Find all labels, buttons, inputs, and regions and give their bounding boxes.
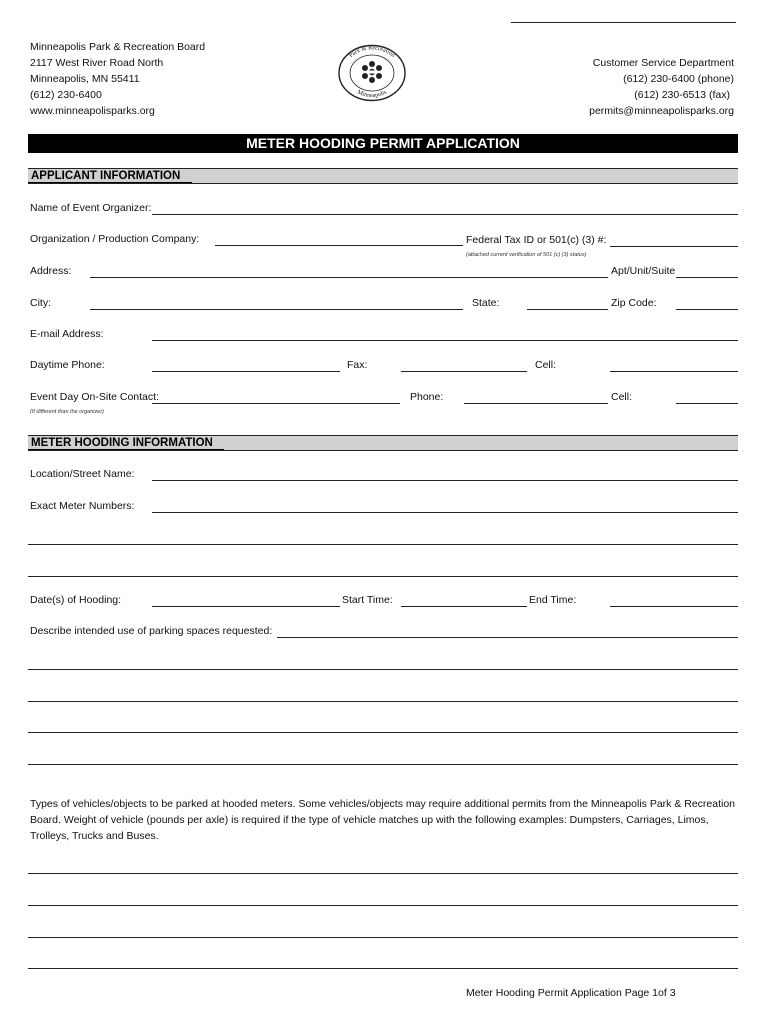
apt-field[interactable]: [676, 277, 738, 278]
location-label: Location/Street Name:: [30, 468, 135, 480]
state-field[interactable]: [527, 309, 608, 310]
intended-use-line-2[interactable]: [28, 669, 738, 670]
email-field[interactable]: [152, 340, 738, 341]
daytime-phone-label: Daytime Phone:: [30, 359, 105, 371]
contact-field[interactable]: [152, 403, 400, 404]
end-time-field[interactable]: [610, 606, 738, 607]
contact-cell-field[interactable]: [676, 403, 738, 404]
tax-id-note: (attached current verification of 501 (c) (3) status): [466, 252, 587, 258]
service-email: permits@minneapolisparks.org: [589, 105, 734, 117]
city-label: City:: [30, 297, 51, 309]
city-field[interactable]: [90, 309, 463, 310]
top-right-line: [511, 22, 736, 23]
service-phone: (612) 230-6400 (phone): [623, 73, 734, 85]
intended-use-line-3[interactable]: [28, 701, 738, 702]
location-field[interactable]: [152, 480, 738, 481]
organizer-label: Name of Event Organizer:: [30, 202, 152, 214]
organization-field[interactable]: [215, 245, 463, 246]
vehicles-instructions: Types of vehicles/objects to be parked at hooded meters. Some vehicles/objects may require additional permits from the Minneapolis Park & Recreation Board. Weight of vehicle (pounds per axle) is required if the type of vehicle matches up with the following examples: Dumpsters, Carriages, Limos, Trolleys, Trucks and Buses.: [30, 798, 736, 842]
meter-numbers-label: Exact Meter Numbers:: [30, 500, 135, 512]
zip-field[interactable]: [676, 309, 738, 310]
org-street: 2117 West River Road North: [30, 57, 164, 69]
tax-id-label: Federal Tax ID or 501(c) (3) #:: [466, 234, 607, 246]
applicant-section-title: APPLICANT INFORMATION: [31, 170, 181, 182]
state-label: State:: [472, 297, 500, 309]
page-footer: Meter Hooding Permit Application Page 1of 3: [466, 987, 676, 999]
email-label: E-mail Address:: [30, 328, 104, 340]
start-time-label: Start Time:: [342, 594, 393, 606]
service-fax: (612) 230-6513 (fax): [634, 89, 730, 101]
applicant-section-underline: [28, 182, 192, 183]
org-website: www.minneapolisparks.org: [30, 105, 155, 117]
org-name: Minneapolis Park & Recreation Board: [30, 41, 206, 53]
contact-note: (If different than the organizer): [30, 409, 104, 415]
dates-label: Date(s) of Hooding:: [30, 594, 122, 606]
tax-id-field[interactable]: [610, 246, 738, 247]
applicant-section-header: [28, 168, 738, 184]
seal-top-text: Park & Recreation: [347, 44, 397, 60]
zip-label: Zip Code:: [611, 297, 657, 309]
organizer-field[interactable]: [152, 214, 738, 215]
contact-phone-field[interactable]: [464, 403, 608, 404]
organization-label: Organization / Production Company:: [30, 233, 200, 245]
meter-section-header: [28, 435, 738, 451]
contact-label: Event Day On-Site Contact:: [30, 391, 159, 403]
intended-use-field[interactable]: [277, 637, 738, 638]
contact-cell-label: Cell:: [611, 391, 633, 403]
vehicles-line-2[interactable]: [28, 905, 738, 906]
intended-use-line-5[interactable]: [28, 764, 738, 765]
vehicles-line-1[interactable]: [28, 873, 738, 874]
dates-field[interactable]: [152, 606, 340, 607]
meter-section-underline: [28, 449, 224, 450]
org-city: Minneapolis, MN 55411: [30, 73, 140, 85]
apt-label: Apt/Unit/Suite: [611, 265, 676, 277]
start-time-field[interactable]: [401, 606, 527, 607]
meter-numbers-line-2[interactable]: [28, 544, 738, 545]
intended-use-line-4[interactable]: [28, 732, 738, 733]
meter-numbers-field[interactable]: [152, 512, 738, 513]
address-label: Address:: [30, 265, 72, 277]
vehicles-line-3[interactable]: [28, 937, 738, 938]
vehicles-line-4[interactable]: [28, 968, 738, 969]
meter-section-title: METER HOODING INFORMATION: [31, 437, 213, 449]
seal-bottom-text: Minneapolis: [356, 88, 388, 100]
fax-field[interactable]: [401, 371, 527, 372]
fax-label: Fax:: [347, 359, 368, 371]
intended-use-label: Describe intended use of parking spaces requested:: [30, 625, 273, 637]
org-phone: (612) 230-6400: [30, 89, 102, 101]
form-title: METER HOODING PERMIT APPLICATION: [28, 134, 738, 153]
service-dept: Customer Service Department: [592, 57, 734, 69]
seal-icon: [337, 44, 407, 102]
address-field[interactable]: [90, 277, 608, 278]
cell-label: Cell:: [535, 359, 557, 371]
end-time-label: End Time:: [529, 594, 577, 606]
meter-numbers-line-3[interactable]: [28, 576, 738, 577]
cell-field[interactable]: [610, 371, 738, 372]
daytime-phone-field[interactable]: [152, 371, 340, 372]
contact-phone-label: Phone:: [410, 391, 444, 403]
